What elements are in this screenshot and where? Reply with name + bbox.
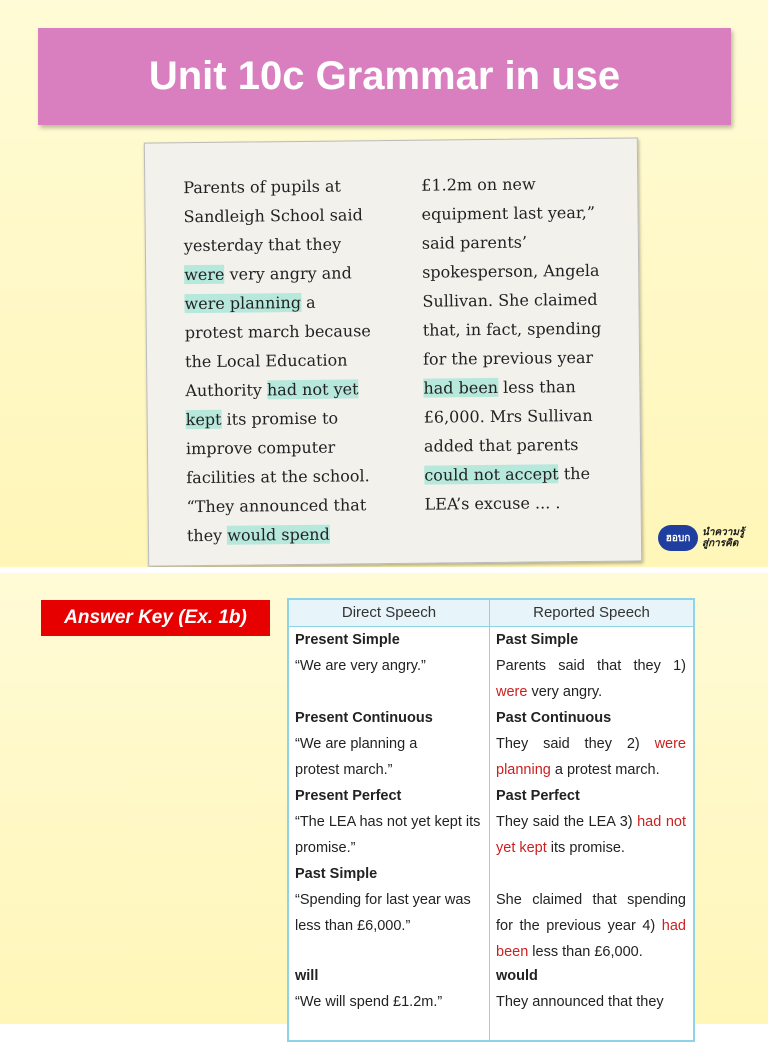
reported-text-3: They said the LEA 3)	[496, 814, 638, 830]
clipping-text: said parents’	[421, 232, 528, 253]
newspaper-clipping	[144, 137, 642, 566]
clipping-left-line	[183, 171, 393, 202]
clipping-text: that, in fact, spending	[422, 318, 602, 340]
direct-quote-2: “We are planning a protest march.”	[295, 736, 418, 778]
reported-text-1: Parents said that they 1)	[496, 658, 686, 674]
reported-text-2: They said they 2)	[496, 736, 655, 752]
clipping-text: the Local Education	[184, 350, 348, 372]
clipping-text: improve computer	[185, 437, 336, 459]
clipping-text: Sullivan. She claimed	[422, 289, 598, 311]
reported-tense-5: would	[496, 968, 538, 984]
answer-1: were	[496, 683, 528, 700]
reported-text-3b: its promise.	[546, 839, 625, 856]
highlighted-verb: had not yet	[266, 379, 359, 400]
reported-tense-2: Past Continuous	[496, 710, 612, 726]
direct-quote-5: “We will spend £1.2m.”	[295, 994, 443, 1010]
clipping-left-line	[185, 316, 395, 347]
highlighted-verb: kept	[185, 409, 222, 430]
header-direct-speech: Direct Speech	[289, 600, 490, 627]
answer-key-label	[41, 600, 270, 636]
reported-text-1b: very angry.	[527, 683, 603, 700]
clipping-text: a	[300, 292, 316, 312]
title-banner	[38, 28, 731, 125]
clipping-left-line	[185, 374, 395, 405]
clipping-column-right	[421, 168, 635, 518]
logo-text	[702, 527, 744, 549]
slide-title: Unit 10c Grammar in use	[148, 54, 621, 98]
clipping-text: spokesperson, Angela	[422, 260, 600, 282]
reported-tense-1: Past Simple	[496, 632, 579, 648]
reported-text-4b: less than £6,000.	[528, 943, 643, 960]
clipping-text: yesterday that they	[183, 234, 342, 256]
clipping-left-line	[186, 403, 396, 434]
clipping-column-left	[183, 171, 397, 550]
clipping-right-line	[424, 400, 634, 431]
clipping-right-line	[423, 313, 633, 344]
answer-key-text: Answer Key (Ex. 1b)	[64, 607, 247, 628]
answer-2: were planning	[496, 736, 686, 778]
logo-line-2: สู่การคิด	[702, 538, 739, 549]
clipping-right-line	[422, 255, 632, 286]
clipping-left-line	[186, 461, 396, 492]
clipping-right-line	[421, 197, 631, 228]
highlighted-verb: had been	[423, 377, 499, 398]
direct-quote-4: “Spending for last year was less than £6,000.”	[295, 892, 471, 934]
direct-tense-1: Present Simple	[295, 632, 400, 648]
clipping-text: protest march because	[184, 321, 371, 343]
clipping-right-line	[422, 226, 632, 257]
clipping-left-line	[184, 258, 394, 289]
clipping-left-line	[184, 229, 394, 260]
clipping-right-line	[424, 487, 634, 518]
direct-tense-2: Present Continuous	[295, 710, 433, 726]
clipping-left-line	[186, 432, 396, 463]
direct-quote-1: “We are very angry.”	[295, 658, 426, 674]
reported-tense-3: Past Perfect	[496, 788, 580, 804]
clipping-text: £1.2m on new	[421, 174, 536, 195]
speech-table	[287, 598, 695, 1042]
logo-line-1: นำความรู้	[702, 527, 745, 538]
highlighted-verb: were	[184, 264, 225, 285]
highlighted-verb: would spend	[227, 524, 330, 545]
clipping-left-line	[184, 287, 394, 318]
clipping-right-line	[424, 458, 634, 489]
clipping-text: Sandleigh School said	[183, 205, 363, 227]
logo-badge: ฮอบก	[658, 525, 698, 551]
clipping-left-line	[187, 519, 397, 550]
reported-text-4: She claimed that spending for the previous year 4)	[496, 892, 686, 934]
clipping-left-line	[186, 490, 396, 521]
highlighted-verb: were planning	[184, 292, 302, 314]
clipping-text: equipment last year,”	[421, 202, 596, 224]
clipping-text: its promise to	[221, 408, 339, 429]
reported-sentence-1	[496, 654, 686, 706]
publisher-logo	[658, 520, 763, 556]
clipping-text: LEA’s excuse ... .	[424, 493, 561, 514]
clipping-right-line	[423, 342, 633, 373]
table-divider	[489, 600, 490, 1040]
clipping-text: added that parents	[423, 435, 579, 456]
clipping-text: £6,000. Mrs Sullivan	[423, 405, 593, 427]
reported-sentence-5: They announced that they	[496, 994, 664, 1010]
direct-tense-3: Present Perfect	[295, 788, 402, 804]
direct-tense-5: will	[295, 968, 319, 984]
clipping-text: very angry and	[224, 263, 352, 284]
reported-text-2b: a protest march.	[550, 761, 660, 778]
answer-4: had been	[496, 917, 686, 960]
answer-3: had not yet kept	[496, 814, 686, 856]
clipping-left-line	[183, 200, 393, 231]
direct-tense-4: Past Simple	[295, 866, 378, 882]
header-reported-speech: Reported Speech	[490, 600, 693, 627]
clipping-text: the	[558, 463, 591, 484]
clipping-text: “They announced that	[186, 495, 367, 517]
clipping-right-line	[423, 371, 633, 402]
reported-sentence-2	[496, 732, 686, 784]
direct-quote-3: “The LEA has not yet kept its promise.”	[295, 814, 481, 856]
clipping-right-line	[424, 429, 634, 460]
highlighted-verb: could not accept	[424, 464, 559, 485]
clipping-text: for the previous year	[422, 347, 594, 369]
clipping-right-line	[422, 284, 632, 315]
clipping-left-line	[185, 345, 395, 376]
clipping-right-line	[421, 168, 631, 199]
reported-sentence-3	[496, 810, 686, 862]
reported-sentence-4	[496, 888, 686, 965]
clipping-text: less than	[497, 377, 576, 397]
clipping-text: Authority	[185, 380, 268, 401]
clipping-text: Parents of pupils at	[183, 176, 342, 198]
clipping-text: they	[186, 525, 228, 546]
clipping-text: facilities at the school.	[186, 466, 370, 488]
